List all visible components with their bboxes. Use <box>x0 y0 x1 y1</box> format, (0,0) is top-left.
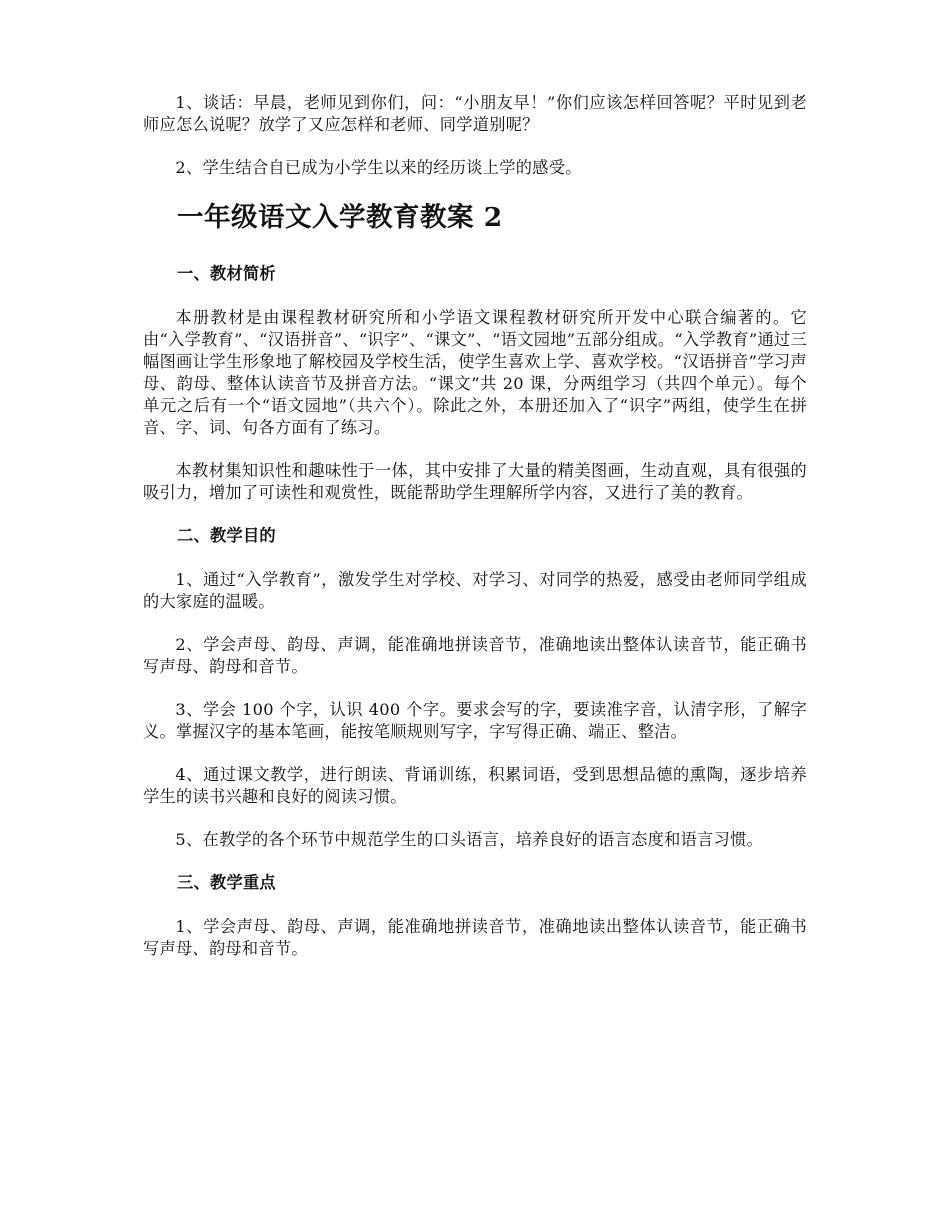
objective-item: 2、学会声母、韵母、声调，能准确地拼读音节，准确地读出整体认读音节，能正确书写声母、韵母和音节。 <box>143 635 807 676</box>
key-point-item: 1、学会声母、韵母、声调，能准确地拼读音节，准确地读出整体认读音节，能正确书写声母、韵母和音节。 <box>143 917 807 958</box>
section-heading-objectives: 二、教学目的 <box>177 526 276 545</box>
section-heading-key-points: 三、教学重点 <box>177 873 276 892</box>
materials-paragraph-1: 本册教材是由课程教材研究所和小学语文课程教材研究所开发中心联合编著的。它由“入学教育”、“汉语拼音”、“识字”、“课文”、“语文园地”五部分组成。“入学教育”通过三幅图画让学生形象地了解校园及学校生活，使学生喜欢上学、喜欢学校。“汉语拼音”学习声母、韵母、整体认读音节及拼音方法。“课文”共 20 课，分两组学习（共四个单元）。每个单元之后有一个“语文园地”（共六个）。除此之外，本册还加入了“识字”两组，使学生在拼音、字、词、句各方面有了练习。 <box>143 308 807 437</box>
document-page <box>143 92 807 981</box>
intro-paragraph-2: 2、学生结合自已成为小学生以来的经历谈上学的感受。 <box>175 158 582 177</box>
objective-item: 3、学会 100 个字，认识 400 个字。要求会写的字，要读准字音，认清字形，了解字义。掌握汉字的基本笔画，能按笔顺规则写字，字写得正确、端正、整洁。 <box>143 700 807 741</box>
objective-item: 1、通过“入学教育”，激发学生对学校、对学习、对同学的热爱，感受由老师同学组成的大家庭的温暖。 <box>143 570 807 611</box>
objective-item: 5、在教学的各个环节中规范学生的口头语言，培养良好的语言态度和语言习惯。 <box>175 830 764 849</box>
objective-item: 4、通过课文教学，进行朗读、背诵训练，积累词语，受到思想品德的熏陶，逐步培养学生的读书兴趣和良好的阅读习惯。 <box>143 765 807 806</box>
document-title: 一年级语文入学教育教案 2 <box>177 202 503 233</box>
section-heading-materials: 一、教材简析 <box>177 264 276 283</box>
intro-paragraph-1: 1、谈话：早晨，老师见到你们，问：“小朋友早！”你们应该怎样回答呢？平时见到老师应怎么说呢？放学了又应怎样和老师、同学道别呢？ <box>143 93 807 134</box>
materials-paragraph-2: 本教材集知识性和趣味性于一体，其中安排了大量的精美图画，生动直观，具有很强的吸引力，增加了可读性和观赏性，既能帮助学生理解所学内容，又进行了美的教育。 <box>143 461 807 502</box>
